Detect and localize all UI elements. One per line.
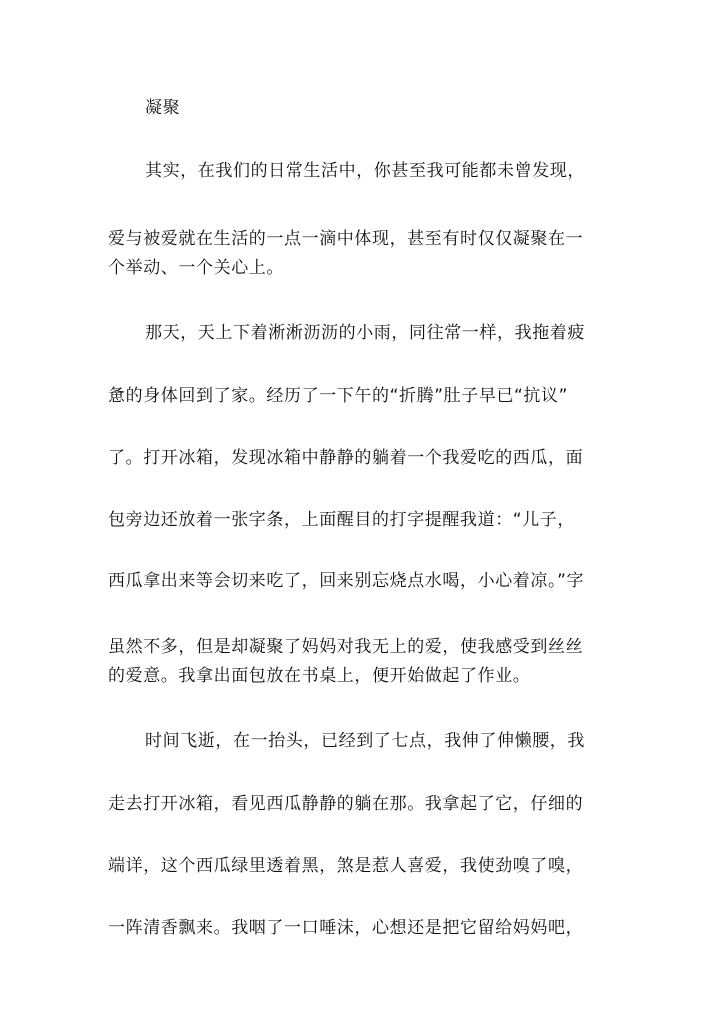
text-line: 一阵清香飘来。我咽了一口唾沫，心想还是把它留给妈妈吧， [108, 918, 584, 938]
text-line: 爱与被爱就在生活的一点一滴中体现，甚至有时仅仅凝聚在一 [108, 229, 584, 249]
text-line: 惫的身体回到了家。经历了一下午的“折腾”肚子早已“抗议” [108, 386, 569, 406]
text-line: 那天，天上下着淅淅沥沥的小雨，同往常一样，我拖着疲 [145, 323, 585, 343]
text-line: 虽然不多，但是却凝聚了妈妈对我无上的爱，使我感受到丝丝 [108, 637, 584, 657]
text-line: 的爱意。我拿出面包放在书桌上，便开始做起了作业。 [108, 666, 531, 686]
text-line: 包旁边还放着一张字条，上面醒目的打字提醒我道：“儿子， [108, 510, 576, 530]
text-line: 端详，这个西瓜绿里透着黑，煞是惹人喜爱，我使劲嗅了嗅， [108, 856, 584, 876]
text-line: 其实，在我们的日常生活中，你甚至我可能都未曾发现， [145, 161, 585, 181]
text-line: 时间飞逝，在一抬头，已经到了七点，我伸了伸懒腰，我 [145, 731, 585, 751]
text-line: 个举动、一个关心上。 [108, 258, 284, 278]
text-line: 走去打开冰箱，看见西瓜静静的躺在那。我拿起了它，仔细的 [108, 794, 584, 814]
essay-title: 凝聚 [145, 98, 181, 118]
text-line: 了。打开冰箱，发现冰箱中静静的躺着一个我爱吃的西瓜，面 [108, 448, 584, 468]
text-line: 西瓜拿出来等会切来吃了，回来别忘烧点水喝，小心着凉。”字 [108, 571, 585, 591]
